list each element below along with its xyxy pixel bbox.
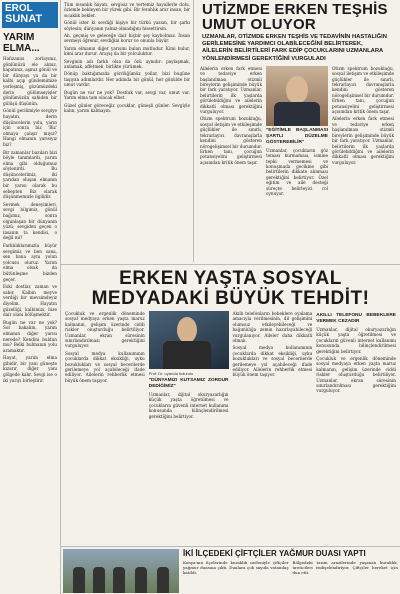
left-column [0, 0, 61, 594]
paragraph: Gönül ister ki sevdiği kişiye bir türkü yazsın, bir şarkı söylesin; dünyanın yalnız olmadığını hissettirsin. [64, 20, 190, 31]
strip-column: Bölgedeki tarım arazilerinde yaşanan kuraklık, üreticileri endişelendiriyor. Çiftçiler bereket için dua etti. [292, 560, 398, 576]
paragraph: Uzmanlar, dijital okuryazarlığın küçük yaşta öğretilmesi ve çocukların güvenli internet kullanımı konusunda bilinçlendirilmesi gerektiğini belirtiyor. [316, 327, 396, 354]
column-heading: YARIM ELMA... [3, 32, 40, 54]
strip-text-block [183, 549, 398, 576]
person-figure [135, 567, 147, 593]
top-story-column [266, 66, 328, 199]
paragraph: Hayat, yarım elma gibidir, bir yanı güneşte kızarır, diğer yanı gölgede kalır. Sevgi ise o iki yarıyı birleştirir. [3, 355, 57, 383]
paragraph: Çocukluk ve ergenlik döneminde sosyal medyaya erken yaşta maruz kalmanın, gelişim üzerinde ciddi riskler oluşturduğu belirtiliyor. Uzmanlar, ekran süresinin sınırlandırılması gerektiğini vurguluyor. [65, 311, 145, 349]
paragraph: Ailelerin erken fark etmesi ve tedaviye erken başlanılması otizmli bireylerin gelişiminde büyük bir fark yaratıyor. Uzmanlar, belirtilerin ilk yaşlarda görülebildiğini ve ailelerin dikkatli olması gerektiğini vurguluyor. [200, 65, 262, 115]
person-figure [93, 567, 105, 593]
strip-column: Konya'nın ilçelerinde kuraklık nedeniyle çiftçiler yağmur duasına çıktı. Dualara çok sayıda vatandaş katıldı. [183, 560, 289, 576]
paragraph: Çocukluk ve ergenlik döneminde sosyal medyaya erken yaşta maruz kalmanın, gelişim üzerinde ciddi riskler oluşturduğu belirtiliyor. Uzmanlar, ekran süresinin sınırlandırılması gerektiğini vurguluyor. [316, 356, 396, 394]
portrait-body [274, 102, 320, 126]
paragraph: Bugün ne var ne yok? Sor bakalım, yarım elmanın diğer yarısı nerede? Kendini buldun mu? Belki bulmanın yolu aramaktır. [3, 319, 57, 353]
bottom-strip-story [61, 546, 400, 594]
paragraph: Uzmanlar, dijital okuryazarlığın küçük yaşta öğretilmesi ve çocukların güvenli internet kullanımı konusunda bilinçlendirilmesi gerektiğini belirtiyor. [148, 392, 229, 419]
bottom-story-column [233, 311, 313, 421]
bottom-story-column [65, 311, 145, 421]
portrait-face [286, 76, 308, 104]
paragraph: Akıllı telefonların bebeklere oyalama amacıyla verilmesinin, dil gelişimini olumsuz etkileyebileceği ve bağımlılığa zemin hazırlayabileceği vurgulanıyor. Aileler daha dikkatli olmalı. [232, 311, 313, 344]
paragraph: Sosyal medya kullanımının çocuklarda dikkat eksikliği, uyku bozuklukları ve sosyal becerilerde gerilemeye yol açabileceği ifade ediliyor. Ailelerin rehberlik etmesi büyük önem taşıyor. [232, 345, 313, 378]
column-body [3, 56, 57, 383]
person-figure [73, 567, 85, 593]
paragraph: Hafızanızı zorlayınız, gönlünüzü ele alınız, kapatınız, aşınız gönül ve bir dünyayı ya da bir kalbi açıp gündemimize yerleşmiş, gözümüzdeki derin gülümseyişler gönlümüzün sahiden bir gülüşü düşünün. [3, 56, 57, 106]
columnist-badge [2, 2, 58, 28]
paragraph: Otizm spektrum bozukluğu, sosyal iletişim ve etkileşimde güçlükler ile sınırlı, tekrarlayıcı davranışlarla kendini gösteren nörogelişimsel bir durumdur. Erken tanı, çocuğun potansiyelini geliştirmesi açısından kritik önem taşır. [200, 116, 262, 165]
bottom-story-columns [65, 311, 396, 421]
top-story-headline: UTİZMDE ERKEN TEŞHİS UMUT OLUYOR [202, 1, 388, 33]
paragraph: Bir zamanlar bazıları bizi böyle tanımlardı, yarım elma gibi olduğumuz söylenirdi. Bu düşüncelerimiz, iki yarıdan oluşan elmanın bir yarısı olarak bu sebepten Biz olarak düşünmemizle ilgilidir. [3, 149, 57, 200]
paragraph: Sosyal medya kullanımının çocuklarda dikkat eksikliği, uyku bozuklukları ve sosyal becerilerde gerilemeye yol açabileceği ifade ediliyor. Ailelerin rehberlik etmesi büyük önem taşıyor. [65, 350, 145, 383]
middle-column-body [64, 2, 190, 113]
speaker-photo [149, 311, 229, 369]
person-figure [113, 567, 125, 593]
paragraph: Eski dostlar, zaman ve sabır. Kalbin meyve verdiği bir mevsimdeyiz diyelim. Hayatın güzelliği, kalbimizi, bize dair olanı bölüşmektir. [3, 284, 57, 318]
top-story-column [332, 66, 394, 199]
brand-line-2: SUNAT [5, 13, 43, 25]
strip-columns [183, 560, 398, 576]
paragraph: Dönüp baktığımızda gördüğümüz yollar, bizi bugüne taşıyan adımlardır. Her adımda bir gönül, her gönülde bir umut vardır. [64, 71, 190, 88]
bottom-story-subhead: AKILLI TELEFONU BEBEKLERE VERMEK CEZADIR [316, 313, 396, 324]
bottom-story [61, 264, 400, 545]
portrait-photo [266, 66, 328, 126]
bottom-story-column [316, 311, 396, 421]
paragraph: Uzmanlar, çocukların göz teması kurmaması, ismine tepki vermemesi ve konuşmada gecikme gibi belirtilerin dikkate alınması gerektiğini belirtiyor. Özel eğitim ve aile desteği süreçte belirleyici rol oynuyor. [266, 147, 328, 197]
top-story-columns [200, 66, 394, 199]
paragraph: Bugün ne var ne yok? Dostluk var, sevgi var, umut var. Yarım elma tam olacak elbet. [64, 89, 190, 101]
paragraph: Yarım elmanın diğer yarısını bulan mutludur. Kimi bulur, kimi arar durur. Arayış da bir yolculuktur. [64, 45, 190, 57]
middle-column [61, 0, 194, 262]
paragraph: Ailelerin erken fark etmesi ve tedaviye erken başlanılması otizmli bireylerin gelişiminde büyük bir fark yaratıyor. Uzmanlar, belirtilerin ilk yaşlarda görülebildiğini ve ailelerin dikkatli olması gerektiğini vurguluyor. [332, 116, 394, 165]
speaker-body [163, 341, 211, 369]
speaker-face [177, 317, 197, 343]
bottom-story-headline: ERKEN YAŞTA SOSYAL MEDYADAKİ BÜYÜK TEHDİT! [91, 268, 370, 309]
paragraph: Ah, geçmiş ve geleceğe dair hiçbir şey kaybolmaz. İnsan sevmeyi öğrenir, sevdiğini korur ve onunla büyür. [64, 33, 190, 44]
paragraph: Sevginin adı farklı olsa da özü aynıdır: paylaşmak, anlamak, affetmek, birlikte yürümek. [64, 58, 190, 70]
paragraph: Sevmek deneyimleri, sevgi bilgimiz, gönül bağımız, sonra olgunlaşan bir dünyanın yüzü; sevgiden geçen o insanın ta kendisi, o değil mi? [3, 201, 57, 241]
paragraph: Güzel günler göreceğiz çocuklar, güneşli günler. Sevgiyle kalın, yarım kalmayın. [64, 102, 190, 113]
paragraph: Tüm insanlık hayatı, sevgisiz ve tertemiz hayallerle dolu, özlemle bekleyen bir yürek gibi. Bir ferahlık arar insan, bir sıcaklık bekler. [64, 2, 190, 18]
person-figure [157, 567, 169, 593]
top-story-deck: UZMANLAR, OTİZMDE ERKEN TEŞHİS VE TEDAVİNİN HASTALIĞIN GERİLEMESİNE YARDIMCI OLABİLECEĞİNİ BELİRTEREK, AİLELERİN BELİRTİLERİ FARK EDİP ÇOCUKLARINI UZMANLARA YÖNLENDİRMESİ GEREKTİĞİNİ VURGULADI [202, 34, 387, 62]
strip-headline: İKİ İLÇEDEKİ ÇİFTÇİLER YAĞMUR DUASI YAPTI [183, 549, 366, 558]
paragraph: Otizm spektrum bozukluğu, sosyal iletişim ve etkileşimde güçlükler ile sınırlı, tekrarlayıcı davranışlarla kendini gösteren nörogelişimsel bir durumdur. Erken tanı, çocuğun potansiyelini geliştirmesi açısından kritik önem taşır. [332, 65, 394, 115]
top-story-subhead: "EĞİTİMLE BAŞLANMASI ŞARTLI DÜZELME GÖSTEREBİLİR" [266, 127, 328, 145]
paragraph: Gönül gerilimiyle sevgiye hayatın, derin düşüncelerin yolu, yarın için sonra biz 'Biz' olmaya çalışır mıyız? Hangi elmanın yarısıyız biz? [3, 108, 57, 147]
top-story-column [200, 66, 262, 199]
brand-line-1: EROL [5, 3, 33, 14]
farmers-photo [63, 549, 179, 593]
bottom-story-column [149, 311, 229, 421]
bottom-story-subhead: "DÜNYAMIZI KUTSAMIZ ZORDUR DEDİĞİMİZ" [148, 378, 229, 389]
photo-caption: Prof. Dr. uyarıda bulundu [148, 371, 194, 376]
top-story [194, 0, 400, 262]
paragraph: Farklılıklarımızla büyür sevgimiz ve ben sana, sen bana aynı yolun yolcusu oluruz. Yarım elma olsak da bütünleşme bizden geçer. [3, 243, 57, 282]
